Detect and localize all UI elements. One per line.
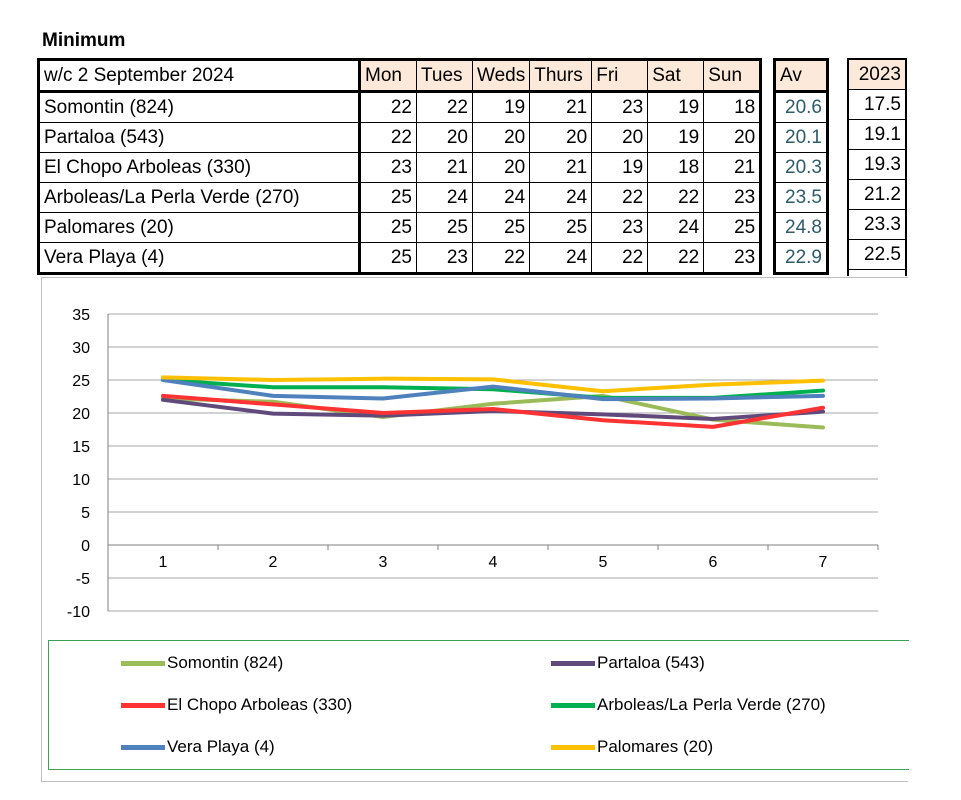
year-value: 23.3: [848, 210, 906, 240]
day-value: 19: [592, 153, 648, 183]
x-tick-label: 1: [158, 554, 168, 571]
day-value: 18: [704, 92, 761, 123]
day-value: 25: [360, 213, 417, 243]
x-tick-label: 2: [268, 554, 278, 571]
day-value: 22: [360, 123, 417, 153]
legend-item: [121, 737, 275, 757]
day-header: Weds: [473, 60, 530, 92]
x-tick-label: 7: [818, 554, 828, 571]
legend-label: Vera Playa (4): [167, 737, 275, 756]
line-chart: [42, 278, 908, 638]
day-value: 25: [704, 213, 761, 243]
table-row: [39, 213, 761, 243]
day-value: 21: [704, 153, 761, 183]
day-value: 19: [648, 92, 704, 123]
y-tick-label: 10: [72, 472, 90, 489]
day-value: 22: [592, 243, 648, 274]
day-value: 20: [530, 123, 592, 153]
legend-item: [551, 695, 826, 715]
legend-label: Somontin (824): [167, 653, 284, 672]
legend-label: Palomares (20): [597, 737, 714, 756]
day-value: 23: [417, 243, 473, 274]
average-value: 20.3: [775, 153, 828, 183]
day-value: 24: [648, 213, 704, 243]
station-name: Arboleas/La Perla Verde (270): [39, 183, 360, 213]
average-header: Av: [775, 60, 828, 92]
table-row: [39, 243, 761, 274]
day-value: 23: [592, 92, 648, 123]
average-value: 20.6: [775, 92, 828, 123]
day-value: 22: [360, 92, 417, 123]
y-tick-label: -10: [66, 604, 90, 621]
year-table-tail: [848, 270, 906, 277]
y-tick-label: 15: [72, 439, 90, 456]
table-row: [39, 123, 761, 153]
legend-item: [121, 653, 283, 673]
day-value: 23: [592, 213, 648, 243]
average-value: 20.1: [775, 123, 828, 153]
day-value: 22: [648, 183, 704, 213]
day-value: 18: [648, 153, 704, 183]
day-value: 25: [360, 183, 417, 213]
legend-swatch: [121, 661, 165, 666]
day-header: Fri: [592, 60, 648, 92]
average-table: [773, 58, 829, 275]
day-value: 20: [473, 153, 530, 183]
day-value: 22: [417, 92, 473, 123]
station-name: Palomares (20): [39, 213, 360, 243]
x-tick-label: 4: [488, 554, 498, 571]
y-tick-label: 20: [72, 406, 90, 423]
day-value: 23: [704, 243, 761, 274]
y-tick-label: 30: [72, 340, 90, 357]
day-value: 19: [473, 92, 530, 123]
day-value: 20: [417, 123, 473, 153]
year-value: 19.1: [848, 120, 906, 150]
y-tick-label: 25: [72, 373, 90, 390]
average-value: 22.9: [775, 243, 828, 274]
day-value: 22: [648, 243, 704, 274]
day-value: 25: [360, 243, 417, 274]
day-value: 20: [704, 123, 761, 153]
table-header-row: [39, 60, 761, 92]
table-row: [39, 183, 761, 213]
day-value: 23: [704, 183, 761, 213]
day-value: 22: [592, 183, 648, 213]
legend-swatch: [121, 703, 165, 708]
legend-swatch: [551, 745, 595, 750]
legend-swatch: [121, 745, 165, 750]
day-header: Thurs: [530, 60, 592, 92]
chart-legend: [48, 640, 909, 770]
x-tick-label: 6: [708, 554, 718, 571]
day-value: 22: [473, 243, 530, 274]
day-value: 20: [592, 123, 648, 153]
year-table: [847, 58, 907, 276]
day-value: 25: [473, 213, 530, 243]
week-label: w/c 2 September 2024: [39, 60, 360, 92]
legend-item: [551, 737, 713, 757]
minimum-table: [37, 58, 762, 275]
x-tick-label: 5: [598, 554, 608, 571]
year-value: 22.5: [848, 240, 906, 270]
y-tick-label: 5: [81, 505, 90, 522]
day-header: Mon: [360, 60, 417, 92]
year-value: 17.5: [848, 90, 906, 120]
day-value: 20: [473, 123, 530, 153]
y-tick-label: 35: [72, 307, 90, 324]
legend-item: [551, 653, 705, 673]
year-value: 19.3: [848, 150, 906, 180]
day-value: 25: [417, 213, 473, 243]
day-value: 23: [360, 153, 417, 183]
day-value: 21: [530, 92, 592, 123]
legend-label: Arboleas/La Perla Verde (270): [597, 695, 826, 714]
average-value: 23.5: [775, 183, 828, 213]
page-title: Minimum: [42, 30, 126, 51]
day-value: 25: [530, 213, 592, 243]
table-row: [39, 153, 761, 183]
station-name: Partaloa (543): [39, 123, 360, 153]
day-header: Sat: [648, 60, 704, 92]
day-value: 24: [530, 243, 592, 274]
station-name: Somontin (824): [39, 92, 360, 123]
station-name: El Chopo Arboleas (330): [39, 153, 360, 183]
x-tick-label: 3: [378, 554, 388, 571]
day-value: 21: [530, 153, 592, 183]
legend-swatch: [551, 703, 595, 708]
day-value: 19: [648, 123, 704, 153]
day-header: Tues: [417, 60, 473, 92]
day-value: 24: [530, 183, 592, 213]
year-header: 2023: [848, 59, 906, 90]
y-tick-label: -5: [75, 571, 90, 588]
legend-label: El Chopo Arboleas (330): [167, 695, 353, 714]
day-header: Sun: [704, 60, 761, 92]
year-value: 21.2: [848, 180, 906, 210]
average-value: 24.8: [775, 213, 828, 243]
day-value: 24: [417, 183, 473, 213]
day-value: 21: [417, 153, 473, 183]
y-tick-label: 0: [81, 538, 90, 555]
legend-label: Partaloa (543): [597, 653, 705, 672]
legend-item: [121, 695, 352, 715]
day-value: 24: [473, 183, 530, 213]
table-row: [39, 92, 761, 123]
legend-swatch: [551, 661, 595, 666]
station-name: Vera Playa (4): [39, 243, 360, 274]
